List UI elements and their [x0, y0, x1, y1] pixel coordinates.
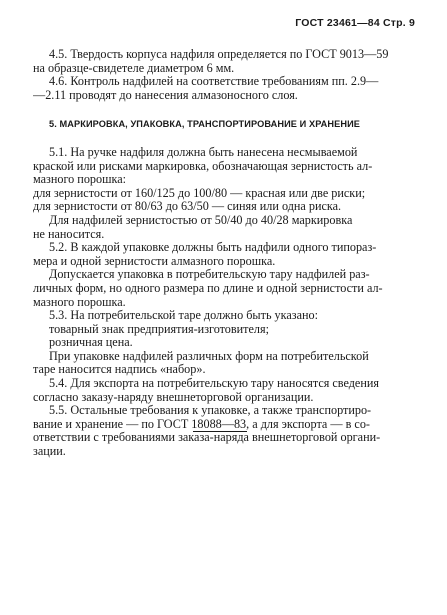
text-line: мазного порошка. — [33, 295, 126, 309]
text-line: мазного порошка: — [33, 173, 127, 187]
text-line: вание и хранение — по ГОСТ 18088—83, а для экспорта — в со- — [33, 417, 370, 431]
clause-4-5 — [33, 48, 415, 75]
clause-5-3 — [33, 309, 415, 377]
text-line: ответствии с требованиями заказа-наряда внешнеторговой органи- — [33, 431, 381, 445]
text-line: таре наносится надпись «набор». — [33, 363, 206, 377]
text-line: 5.3. На потребительской таре должно быть указано: — [49, 309, 319, 323]
text-line: не наносится. — [33, 227, 105, 241]
text-line: 4.5. Твердость корпуса надфиля определяется по ГОСТ 9013—59 — [49, 48, 389, 61]
text-line: Допускается упаковка в потребительскую тару надфилей раз- — [49, 268, 370, 282]
text-line: личных форм, но одного размера по длине и одной зернистости ал- — [33, 281, 383, 295]
clause-5-2 — [33, 241, 415, 309]
text-line: согласно заказу-наряду внешнеторговой организации. — [33, 390, 314, 404]
text-line: розничная цена. — [49, 336, 133, 350]
text-line: При упаковке надфилей различных форм на потребительской — [49, 349, 369, 363]
text-line: мера и одной зернистости алмазного порошка. — [33, 254, 276, 268]
clause-5-4 — [33, 377, 415, 404]
text-line: Для надфилей зернистостью от 50/40 до 40/28 маркировка — [49, 213, 353, 227]
text-line: товарный знак предприятия-изготовителя; — [49, 322, 269, 336]
text-line: 4.6. Контроль надфилей на соответствие требованиям пп. 2.9— — [49, 75, 379, 89]
clause-5-1 — [33, 146, 415, 241]
end-divider — [193, 431, 247, 432]
clause-4-6 — [33, 75, 415, 102]
text-line: для зернистости от 160/125 до 100/80 — красная или две риски; — [33, 186, 366, 200]
text-line: 5.1. На ручке надфиля должна быть нанесена несмываемой — [49, 145, 358, 159]
text-line: 5.2. В каждой упаковке должны быть надфили одного типораз- — [49, 241, 377, 255]
document-body — [33, 48, 415, 459]
text-line: на образце-свидетеле диаметром 6 мм. — [33, 61, 235, 75]
text-line: —2.11 проводят до нанесения алмазоносного слоя. — [33, 88, 298, 102]
text-line: краской или рисками маркировка, обозначающая зернистость ал- — [33, 159, 373, 173]
text-line: 5.5. Остальные требования к упаковке, а также транспортиро- — [49, 404, 372, 418]
page-header: ГОСТ 23461—84 Стр. 9 — [295, 17, 415, 29]
section-5-title: 5. МАРКИРОВКА, УПАКОВКА, ТРАНСПОРТИРОВАНИЕ И ХРАНЕНИЕ — [49, 119, 361, 130]
text-line: для зернистости от 80/63 до 63/50 — синяя или одна риска. — [33, 200, 342, 214]
text-line: 5.4. Для экспорта на потребительскую тару наносятся сведения — [49, 377, 379, 391]
text-line: зации. — [33, 445, 66, 459]
